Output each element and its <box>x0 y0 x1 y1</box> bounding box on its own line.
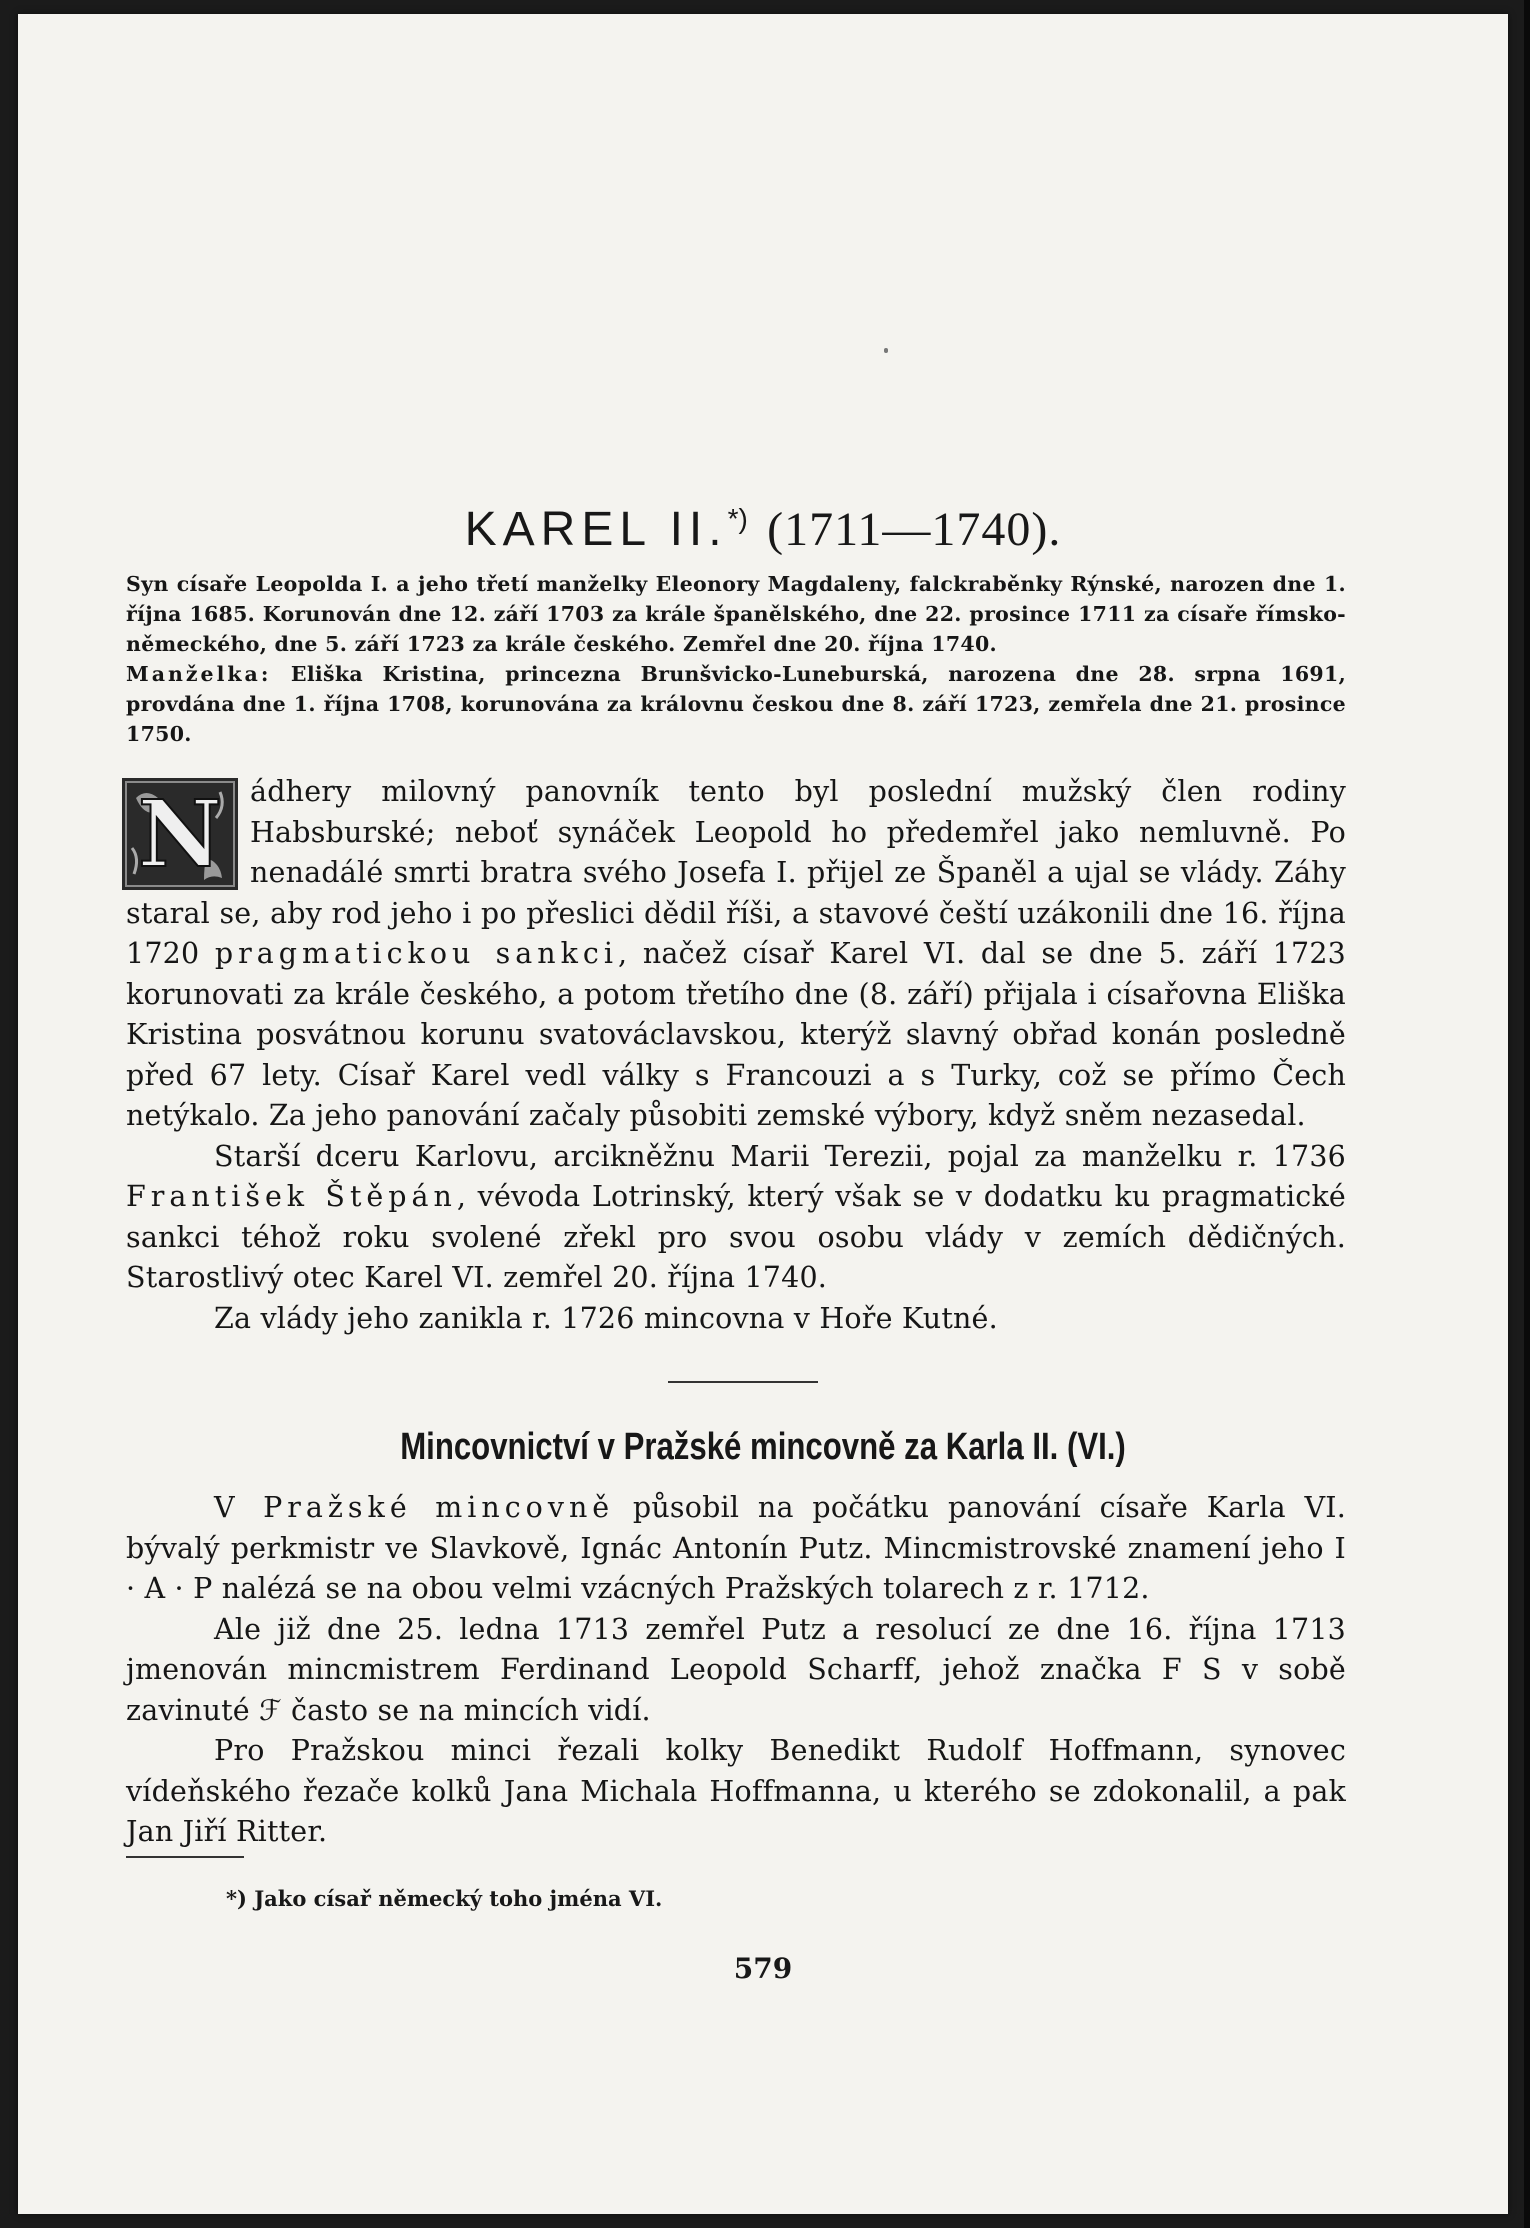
main-p2-emphasis: František Štěpán <box>126 1180 457 1213</box>
footnote-divider <box>126 1856 244 1858</box>
section-divider <box>668 1381 818 1383</box>
main-p1-emphasis: pragmatickou sankci <box>214 937 619 970</box>
main-text <box>126 772 1346 1339</box>
main-p1-text-a: ádhery milovný panovník tento byl poslední mužský člen rodiny Habsburské; neboť synáček Leopold ho předemřel jako nemluvně. Po nenadálé smrti bratra svého Josefa I. přijel ze Španěl a ujal se vlády. Záhy staral se, aby rod jeho i po přeslici dědil říši, a stavové čeští uzákonili dne 16. října 1720 <box>126 775 1346 970</box>
section-p2-text: Ale již dne 25. ledna 1713 zemřel Putz a resolucí ze dne 16. října 1713 jmenován mincmistrem Ferdinand Leopold Scharff, jehož značka F S v sobě zavinuté <box>126 1612 1346 1727</box>
spouse-label: Manželka: <box>126 662 272 686</box>
spouse-text: Eliška Kristina, princezna Brunšvicko-Luneburská, narozena dne 28. srpna 1691, provdána dne 1. října 1708, korunována za královnu českou dne 8. září 1723, zemřela dne 21. prosince 1750. <box>126 662 1347 746</box>
section-p1-emphasis: V Pražské mincovně <box>214 1491 615 1524</box>
ornamental-initial <box>122 778 238 890</box>
mint-mark-glyph: ℱ <box>259 1693 282 1727</box>
section-paragraph-3: Pro Pražskou minci řezali kolky Benedikt Rudolf Hoffmann, synovec vídeňského řezače kolků Jana Michala Hoffmanna, u kterého se zdokonalil, a pak Jan Jiří Ritter. <box>126 1734 1346 1848</box>
main-p1-text-b: , načež císař Karel VI. dal se dne 5. září 1723 korunovati za krále českého, a potom třetího dne (8. září) přijala i císařovna Eliška Kristina posvátnou korunu svatováclavskou, kterýž slavný obřad konán posledně před 67 lety. Císař Karel vedl války s Francouzi a s Turky, což se přímo Čech netýkalo. Za jeho panování začaly působiti zemské výbory, když sněm nezasedal. <box>126 937 1347 1132</box>
section-heading: Mincovnictví v Pražské mincovně za Karla II. (VI.) <box>400 1426 1126 1468</box>
page-number: 579 <box>733 1952 793 1985</box>
main-paragraph-3: Za vlády jeho zanikla r. 1726 mincovna v Hoře Kutné. <box>214 1301 998 1335</box>
section-paragraph-1 <box>126 1488 1346 1610</box>
ornamental-initial-icon <box>122 778 238 890</box>
section-p1-text: působil na počátku panování císaře Karla VI. bývalý perkmistr ve Slavkově, Ignác Antonín Putz. Mincmistrovské znamení jeho I · A · P nalézá se na obou velmi vzácných Pražských tolarech z r. 1712. <box>126 1491 1346 1605</box>
title-years: (1711—1740). <box>767 503 1062 556</box>
main-paragraph-1 <box>126 772 1346 1137</box>
initial-letter: N <box>137 780 223 888</box>
scan-edge <box>1524 0 1530 2228</box>
biographical-intro <box>126 569 1346 749</box>
section-paragraph-2 <box>126 1610 1346 1732</box>
main-p2-text-b: , vévoda Lotrinský, který však se v dodatku ku pragmatické sankci téhož roku svolené zřekl pro svou osobu vlády v zemích dědičných. Starostlivý otec Karel VI. zemřel 20. října 1740. <box>126 1180 1346 1294</box>
chapter-title <box>18 502 1508 557</box>
main-p2-text-a: Starší dceru Karlovu, arcikněžnu Marii Terezii, pojal za manželku r. 1736 <box>214 1139 1346 1173</box>
section-p2-end: často se na mincích vidí. <box>291 1693 651 1727</box>
title-footnote-marker: *) <box>727 503 748 534</box>
speck-mark <box>884 348 888 353</box>
intro-paragraph-spouse <box>126 659 1346 749</box>
main-paragraph-2 <box>126 1137 1346 1299</box>
intro-paragraph-birth: Syn císaře Leopolda I. a jeho třetí manželky Eleonory Magdaleny, falckraběnky Rýnské, narozen dne 1. října 1685. Korunován dne 12. září 1703 za krále španělského, dne 22. prosince 1711 za císaře římsko-německého, dne 5. září 1723 za krále českého. Zemřel dne 20. října 1740. <box>126 572 1346 656</box>
book-page <box>18 14 1508 2214</box>
footnote: *) Jako císař německý toho jména VI. <box>226 1886 663 1911</box>
title-name: KAREL II. <box>464 503 728 556</box>
section-text <box>126 1488 1346 1853</box>
